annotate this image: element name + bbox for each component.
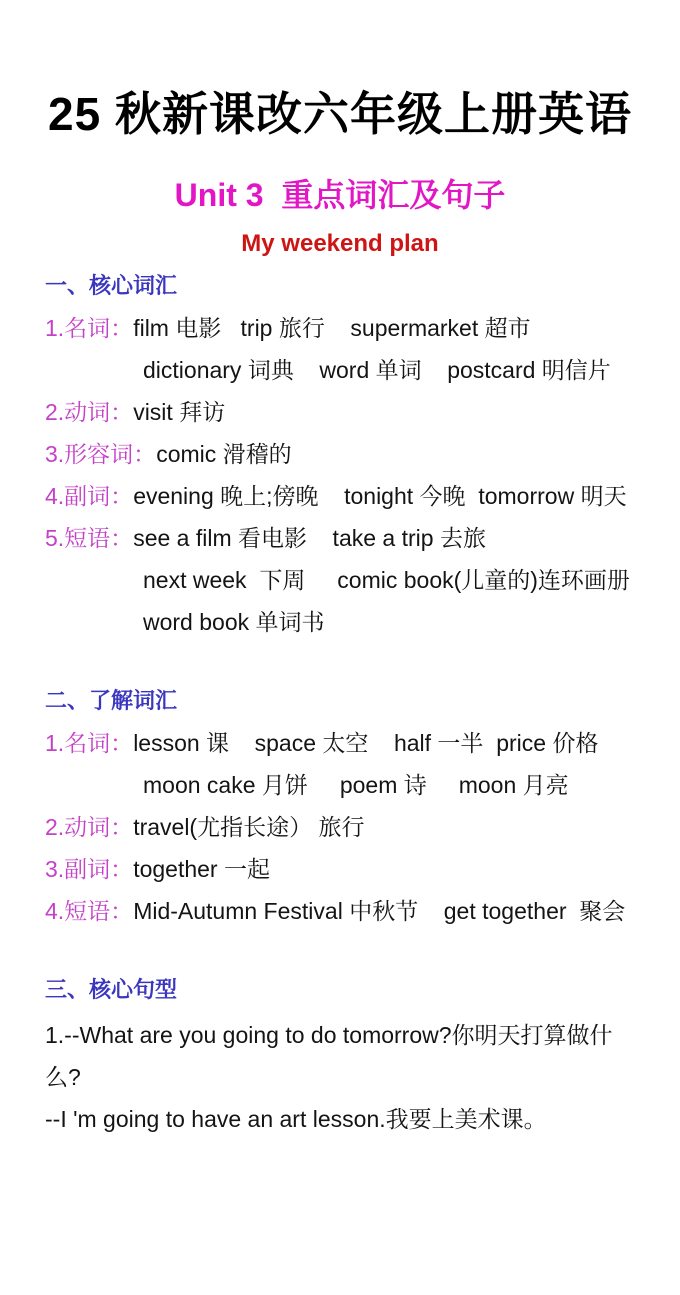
study-notes-document [0,86,680,1295]
item-content: travel(尤指长途） 旅行 [133,814,365,840]
item-content: Mid-Autumn Festival 中秋节 get together 聚会 [133,898,626,924]
sentence-question-continuation: 么? [45,1064,81,1090]
item-label: 1.名词： [45,730,134,756]
vocab-item-verbs [45,806,680,848]
vocab-item-phrases-continuation: next week 下周 comic book(儿童的)连环画册 [143,567,630,593]
item-label: 2.动词： [45,814,134,840]
item-content: comic 滑稽的 [156,441,292,467]
section-extra-vocabulary [0,686,680,932]
item-content: visit 拜访 [133,399,226,425]
section-body [0,1014,680,1140]
section-core-vocabulary [0,271,680,643]
item-content: lesson 课 space 太空 half 一半 price 价格 [133,730,599,756]
vocab-item-verbs [45,391,680,433]
section-core-sentences [0,975,680,1140]
item-label: 2.动词： [45,399,134,425]
section-heading-core-vocabulary: 一、核心词汇 [45,273,178,298]
vocab-item-adverbs [45,848,680,890]
sentence-answer: --I 'm going to have an art lesson.我要上美术课。 [45,1106,547,1132]
vocab-item-adjectives [45,433,680,475]
section-heading-extra-vocabulary: 二、了解词汇 [45,688,178,713]
vocab-item-nouns-continuation: moon cake 月饼 poem 诗 moon 月亮 [143,772,569,798]
vocab-item-phrases [45,517,680,559]
section-body [0,722,680,932]
vocab-item-nouns [45,722,680,764]
item-label: 4.短语： [45,898,134,924]
vocab-item-nouns-continuation: dictionary 词典 word 单词 postcard 明信片 [143,357,611,383]
item-content: see a film 看电影 take a trip 去旅 [133,525,486,551]
item-label: 3.形容词： [45,441,157,467]
item-content: film 电影 trip 旅行 supermarket 超市 [133,315,531,341]
unit-subtitle: Unit 3 重点词汇及句子 [174,177,506,213]
item-label: 4.副词： [45,483,134,509]
item-label: 3.副词： [45,856,134,882]
lesson-title: My weekend plan [241,230,439,257]
vocab-item-nouns [45,307,680,349]
item-content: evening 晚上;傍晚 tonight 今晚 tomorrow 明天 [133,483,627,509]
sentence-question: 1.--What are you going to do tomorrow?你明天打算做什 [45,1022,613,1048]
section-body [0,307,680,643]
section-heading-core-sentences: 三、核心句型 [45,977,178,1002]
item-label: 1.名词： [45,315,134,341]
item-content: together 一起 [133,856,270,882]
vocab-item-adverbs [45,475,680,517]
vocab-item-phrases [45,890,680,932]
item-label: 5.短语： [45,525,134,551]
vocab-item-phrases-continuation: word book 单词书 [143,609,325,635]
page-title: 25 秋新课改六年级上册英语 [48,88,632,140]
